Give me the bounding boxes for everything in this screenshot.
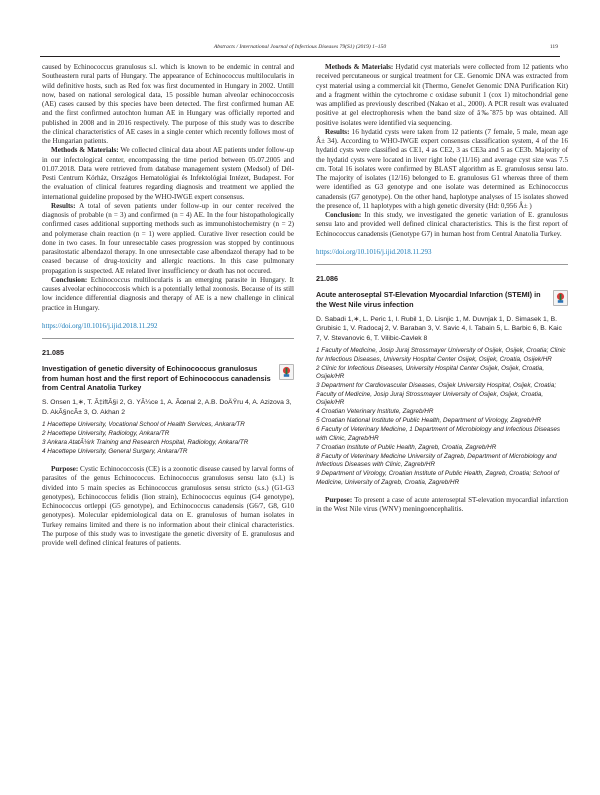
purpose-paragraph — [316, 496, 568, 515]
affiliation: 6 Faculty of Veterinary Medicine, 1 Department of Microbiology and Infectious Diseases with Clinic, Zagreb/HR — [316, 426, 561, 442]
affiliation-list — [42, 421, 294, 457]
methods-label: Methods & Materials: — [51, 146, 119, 155]
doi-link[interactable]: https://doi.org/10.1016/j.ijid.2018.11.293 — [316, 247, 432, 256]
results-label: Results: — [325, 127, 350, 136]
results-text: A total of seven patients under follow-up in our center received the diagnosis of probable (n = 3) and confirmed (n = 4) AE. In the four histopathologically confirmed cases additional supporting methods such as immunohistochemistry (n = 2) and polymerase chain reaction (n = 1) were applied. Curative liver resection could be done in two cases. In four unresectable cases progression was stopped by continuous parasitostatic albendazol therapy. In one unresectable case albendazol therapy had to be ceased because of drug-toxicity and allergic reactions. In this case pulmonary propagation is suspected. AE related liver insufficiency or death has not occured. — [42, 201, 294, 275]
page-number: 119 — [549, 44, 558, 50]
conclusion-text: In this study, we investigated the genetic variation of E. granulosus sensu lato and provided well defined clinical characteristics. This is the first report of Echinococcus canadensis (Genotype G7) in human host from Central Anatolia Turkey. — [316, 211, 568, 238]
purpose-text: To present a case of acute anteroseptal ST-elevation myocardial infarction in the West Nile virus (WNV) meningoencephalitis. — [316, 495, 568, 514]
purpose-label: Purpose: — [325, 495, 353, 504]
crossmark-icon[interactable] — [279, 364, 294, 380]
journal-citation: Abstracts / International Journal of Infectious Diseases 79(S1) (2019) 1–150 — [213, 44, 387, 50]
conclusion-label: Conclusion: — [51, 275, 88, 284]
affiliation: 4 Hacettepe University, General Surgery, Ankara/TR — [42, 448, 188, 456]
abstract-title: Acute anteroseptal ST-Elevation Myocardial Infarction (STEMI) in the West Nile virus infection — [316, 290, 541, 309]
abstract-number: 21.085 — [42, 338, 294, 357]
affiliation: 1 Faculty of Medicine, Josip Juraj Strossmayer University of Osijek, Osijek, Croatia; Clinic for Infectious Diseases, University Hospital Center Osijek, Osijek, Croatia, Osijek/HR — [316, 346, 566, 363]
methods-paragraph — [316, 63, 568, 128]
crossmark-glyph — [280, 365, 293, 379]
purpose-label: Purpose: — [51, 465, 79, 473]
affiliation: 7 Croatian Institute of Public Health, Zagreb, Croatia, Zagreb/HR — [316, 443, 497, 451]
conclusion-paragraph — [316, 211, 568, 239]
doi-link[interactable]: https://doi.org/10.1016/j.ijid.2018.11.292 — [42, 321, 158, 330]
affiliation: 4 Croatian Veterinary Institute, Zagreb/HR — [316, 408, 434, 416]
results-label: Results: — [51, 201, 76, 210]
affiliation: 9 Department of Virology, Croatian Institute of Public Health, Zagreb, Croatia; School of Medicine, University of Zagreb, Croatia, Zagreb/HR — [316, 470, 560, 486]
conclusion-label: Conclusion: — [325, 211, 362, 219]
right-column — [316, 63, 568, 514]
abstract-20-continuation: caused by Echinococcus granulosus s.l. which is known to be endemic in central and Southeastern rural parts of Hungary. The appearance of Echinococcus multilocularis in wild definitive hosts, such as Red fox was first documented in Hungary in 2002. Untill now, based on national serological data, 15 possible human alveolar echinococcosis (AE) cases caused by this species have been detected. The first confirmed human AE and the first confirmed autochton human AE in Hungary was officially reported and published in 2008 and in 2016 respectively. The purpose of this study was to describe the clinical characteristics of AE cases in a single center which recently follows most of the Hungarian patients. — [42, 63, 294, 145]
affiliation: 2 Hacettepe University, Radiology, Ankara/TR — [42, 430, 170, 438]
author-list: D. Sabadi 1,∗, L. Peric 1, I. Rubil 1, D. Lisnjic 1, M. Duvnjak 1, D. Simasek 1, B. Grubisic 1, V. Radocaj 2, V. Baraban 3, V. Savic 4, I. Tabain 5, L. Barbic 6, B. Kaic 7, V. Stevanovic 6, T. Vilibic-Cavlek 8 — [316, 316, 562, 342]
conclusion-text: Echinococcus multilocularis is an emerging parasite in Hungary. It causes alveolar echinococcosis which is a potentially lethal zoonosis. Because of its still low incidence differential diagnosis and therapy of AE is a new challenge in clinical practice in Hungary. — [42, 275, 294, 312]
methods-text: We collected clinical data about AE patients under follow-up in our infectological center, encompassing the time period between 05.07.2005 and 01.07.2018. Data were retrieved from database management system (Medsol) of Dél-Pesti Centrum Kórház, Országos Hematológiai és Infektológiai Intézet, Budapest. For the evaluation of clinical features regarding diagnosis and treatment we applied the international guideline proposed by the WHO-IWGE expert consensus. — [42, 146, 294, 201]
methods-text: Hydatid cyst materials were collected from 12 patients who received percutaneous or surgical treatment for CE. Genomic DNA was extracted from cyst material using a commercial kit (Thermo, GeneJet Genomic DNA Purification Kit) and a fragment within the cytochrome c oxidase subunit 1 (cox 1) mitochondrial gene was amplified as previously described (Nakao et al., 2000). A PCR result was evaluated positive at gel electrophoresis when the band size of â‰ˆ875 bp was obtained. All positive isolates were identified via sequencing. — [316, 63, 569, 127]
abstract-title-row — [316, 290, 568, 309]
affiliation: 2 Clinic for Infectious Diseases, University Hospital Center Osijek, Osijek, Croatia, Osijek/HR — [316, 364, 545, 381]
abstract-title-row — [42, 364, 294, 392]
abstract-title: Investigation of genetic diversity of Echinococcus granulosus from human host and the first report of Echinococcus canadensis from Central Anatolia Turkey — [42, 364, 271, 393]
abstract-number: 21.086 — [316, 264, 568, 283]
crossmark-glyph — [554, 291, 567, 305]
results-paragraph — [42, 202, 294, 276]
left-column — [42, 63, 294, 548]
affiliation: 1 Hacettepe University, Vocational School of Health Services, Ankara/TR — [42, 421, 245, 429]
affiliation-list — [316, 347, 568, 488]
methods-label: Methods & Materials: — [325, 63, 394, 71]
crossmark-icon[interactable] — [553, 290, 568, 306]
results-paragraph — [316, 128, 568, 211]
affiliation: 5 Croatian National Institute of Public Health, Department of Virology, Zagreb/HR — [316, 417, 542, 425]
methods-paragraph — [42, 146, 294, 202]
affiliation: 3 Department for Cardiovascular Diseases, Osijek University Hospital, Osijek, Croatia; Faculty of Medicine, Josip Juraj Strossmayer University of Osijek, Osijek, Croatia, Osijek/HR — [316, 382, 557, 407]
purpose-text: Cystic Echinococcosis (CE) is a zoonotic disease caused by larval forms of parasites of the genus Echinococcus. Echinococcus granulosus sensu lato (s.l.) is divided into 5 main species as Echinococcus granulosus sensu stricto (s.s.) (G1-G3 genotypes), Echinococcus felidis (lion strain), Echinococcus equinus (G4 genotype), Echinococcus ortleppi (G5 genotype), and Echinococcus canadensis (G6/7, G8, G10 genotypes). Molecular epidemiological data on E. granulosus of human isolates in Turkey remains limited and there is no information about their clinical characteristics. The purpose of this study was to investigate the genetic diversity of E. granulosus and provide well defined clinical features of patients. — [42, 465, 294, 547]
affiliation: 3 Ankara AtatÃ¼rk Training and Research Hospital, Radiology, Ankara/TR — [42, 439, 249, 447]
purpose-paragraph — [42, 465, 294, 548]
results-text: 16 hydatid cysts were taken from 12 patients (7 female, 5 male, mean age Â± 34). According to WHO-IWGE expert consensus classification system, 4 of the 16 hydatid cysts were classified as CE1, 4 as CE2, 3 as CE3a and 5 as CE3b. Majority of the hydatid cysts were located in liver right lobe (11/16) and average cyst size was 7.5 cm. Total 16 isolates were confirmed by BLAST algorithm as E. granulosus sensu lato. The majority of isolates (12/16) belonged to E. granulosus G1 whereas three of them were identified as G3 genotype and one isolate was determined as Echinococcus canadensis (G7 genotype). On the other hand, haplotype analyses of 15 isolates showed the presence of, 11 haplotypes with a high genetic diversity (Hd: 0,956 Â± ) — [316, 127, 568, 210]
running-header — [40, 42, 560, 57]
conclusion-paragraph — [42, 276, 294, 313]
author-list: S. Onsen 1,∗, T. Ã‡iftÃ§i 2, G. YÃ¼ce 1, A. Ãœnal 2, A.B. DoÄŸru 4, A. Azizova 3, D. AkÃ§ncÃ± 3, O. Akhan 2 — [42, 399, 292, 416]
affiliation: 8 Faculty of Veterinary Medicine University of Zagreb, Department of Microbiology and Infectious Diseases with Clinic, Zagreb/HR — [316, 452, 557, 469]
